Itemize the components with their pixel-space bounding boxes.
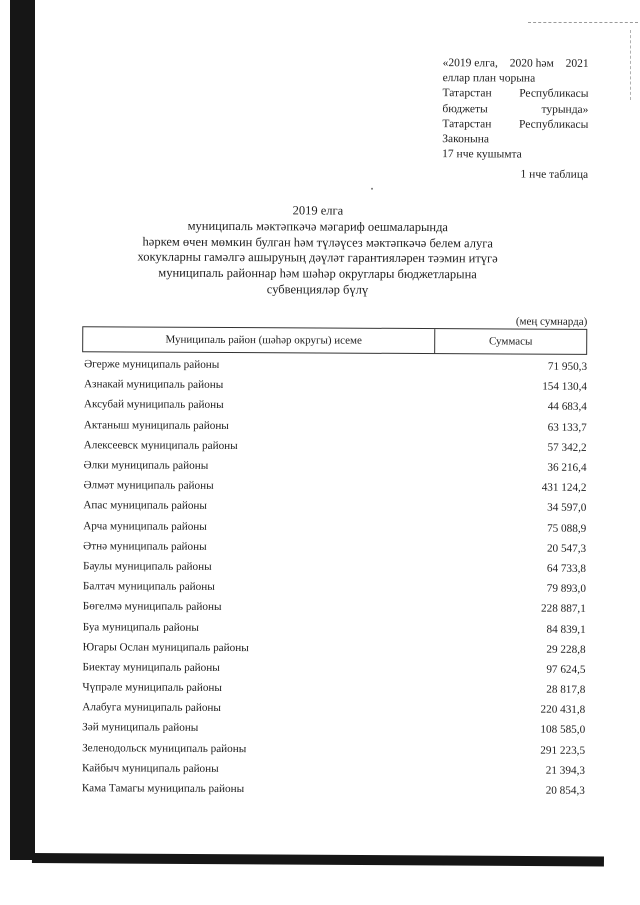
appendix-note-word: «2019 елга, — [442, 57, 498, 70]
subvention-amount: 21 394,3 — [545, 764, 586, 777]
district-name: Бөгелмә муниципаль районы — [82, 600, 222, 614]
subvention-amount: 20 547,3 — [546, 542, 587, 555]
table-row — [82, 455, 587, 478]
appendix-note-line — [442, 147, 588, 163]
table-row — [81, 496, 586, 519]
district-name: Актаныш муниципаль районы — [83, 418, 229, 432]
table-row — [82, 415, 587, 438]
appendix-note-word: Законына — [442, 133, 490, 146]
column-header-name: Муниципаль район (шәһәр округы) исеме — [83, 327, 435, 353]
subvention-amount: 291 223,5 — [540, 744, 586, 757]
table-row — [80, 758, 585, 781]
appendix-note-line — [442, 87, 588, 103]
scan-speck — [371, 188, 373, 190]
appendix-note-word: еллар план чорына — [442, 72, 536, 85]
table-row — [82, 374, 587, 397]
district-name: Арча муниципаль районы — [83, 519, 207, 533]
table-row — [81, 637, 586, 660]
district-name: Алабуга муниципаль районы — [82, 701, 221, 715]
subvention-amount: 29 228,8 — [546, 643, 586, 656]
appendix-note-line — [442, 117, 588, 133]
appendix-note-line — [442, 132, 588, 148]
subvention-table — [80, 326, 587, 801]
district-name: Чүпрәле муниципаль районы — [82, 681, 222, 695]
subvention-amount: 36 216,4 — [547, 461, 587, 474]
appendix-note-word: 2021 — [565, 57, 589, 70]
document-page — [32, 0, 640, 858]
district-name: Азнакай муниципаль районы — [83, 378, 224, 392]
subvention-amount: 75 088,9 — [547, 522, 587, 535]
table-row — [81, 516, 586, 539]
appendix-note-word: Республикасы — [519, 87, 589, 101]
title-line: һәркем өчен мөмкин булган һәм түләүсез мәктәпкәчә белем алуга — [142, 234, 493, 250]
subvention-amount: 154 130,4 — [542, 380, 588, 394]
district-name: Алексеевск муниципаль районы — [83, 439, 238, 452]
document-title — [124, 202, 510, 299]
subvention-amount: 63 133,7 — [547, 421, 587, 434]
column-header-sum: Суммасы — [488, 335, 533, 348]
title-line: субвенцияләр бүлү — [266, 282, 369, 297]
district-name: Кайбыч муниципаль районы — [81, 762, 219, 775]
units-label: (мең сумнарда) — [515, 315, 588, 328]
subvention-amount: 228 887,1 — [541, 602, 586, 616]
district-name: Балтач муниципаль районы — [82, 580, 215, 594]
subvention-amount: 79 893,0 — [546, 582, 586, 596]
district-name: Әлки муниципаль районы — [83, 459, 209, 472]
district-name: Аксубай муниципаль районы — [83, 398, 224, 412]
table-row — [80, 697, 585, 720]
appendix-note-line — [443, 71, 589, 87]
appendix-note-line — [442, 102, 588, 118]
appendix-note-word: Татарстан — [442, 87, 492, 100]
subvention-amount: 220 431,8 — [540, 703, 586, 717]
table-row — [81, 536, 586, 559]
table-body — [80, 354, 587, 801]
table-row — [80, 677, 585, 700]
table-row — [80, 657, 585, 680]
subvention-amount: 64 733,8 — [546, 562, 587, 575]
appendix-note-word: бюджеты — [442, 102, 488, 115]
appendix-note-word: Татарстан — [442, 117, 492, 131]
district-name: Апас муниципаль районы — [83, 499, 207, 513]
table-row — [80, 778, 585, 801]
table-row — [80, 718, 585, 741]
appendix-note-word: Республикасы — [519, 118, 589, 131]
appendix-note-word: 17 нче кушымта — [442, 148, 522, 161]
subvention-amount: 28 817,8 — [546, 683, 586, 696]
table-header — [82, 326, 587, 355]
table-row — [81, 556, 586, 579]
title-line: хокукларны гамәлгә ашыруның дәүләт гарантияләрен тәэмин итүгә — [137, 249, 498, 266]
district-name: Баулы муниципаль районы — [83, 560, 212, 573]
table-row — [82, 354, 587, 377]
subvention-amount: 44 683,4 — [547, 401, 587, 414]
district-name: Зәй муниципаль районы — [82, 721, 199, 735]
district-name: Биектау муниципаль районы — [82, 661, 220, 674]
subvention-amount: 57 342,2 — [547, 441, 587, 454]
table-row — [81, 475, 586, 498]
table-row — [81, 617, 586, 640]
subvention-amount: 108 585,0 — [540, 724, 586, 737]
appendix-note-word: турында» — [541, 103, 589, 116]
subvention-amount: 431 124,2 — [541, 481, 587, 495]
table-row — [82, 395, 587, 418]
subvention-amount: 71 950,3 — [547, 360, 588, 373]
table-number: 1 нче таблица — [520, 168, 589, 181]
title-line: 2019 елга — [292, 203, 344, 218]
subvention-amount: 20 854,3 — [545, 784, 585, 797]
district-name: Әтнә муниципаль районы — [83, 540, 207, 553]
district-name: Кама Тамагы муниципаль районы — [81, 782, 245, 796]
table-row — [82, 435, 587, 458]
table-row — [81, 596, 586, 619]
title-line: муниципаль районнар һәм шәһәр округлары бюджетларына — [158, 265, 477, 282]
table-row — [80, 738, 585, 761]
subvention-amount: 97 624,5 — [546, 663, 586, 676]
subvention-amount: 34 597,0 — [547, 502, 587, 515]
appendix-note — [442, 56, 589, 163]
district-name: Әгерже муниципаль районы — [84, 358, 220, 372]
appendix-note-line — [443, 56, 589, 72]
appendix-note-word: 2020 һәм — [509, 57, 554, 70]
district-name: Әлмәт муниципаль районы — [83, 479, 214, 493]
district-name: Югары Ослан муниципаль районы — [82, 640, 249, 654]
table-row — [81, 576, 586, 599]
district-name: Буа муниципаль районы — [82, 620, 199, 634]
subvention-amount: 84 839,1 — [546, 623, 586, 636]
title-line: муниципаль мәктәпкәчә мәгариф оешмаларында — [187, 218, 449, 234]
district-name: Зеленодольск муниципаль районы — [82, 741, 247, 755]
